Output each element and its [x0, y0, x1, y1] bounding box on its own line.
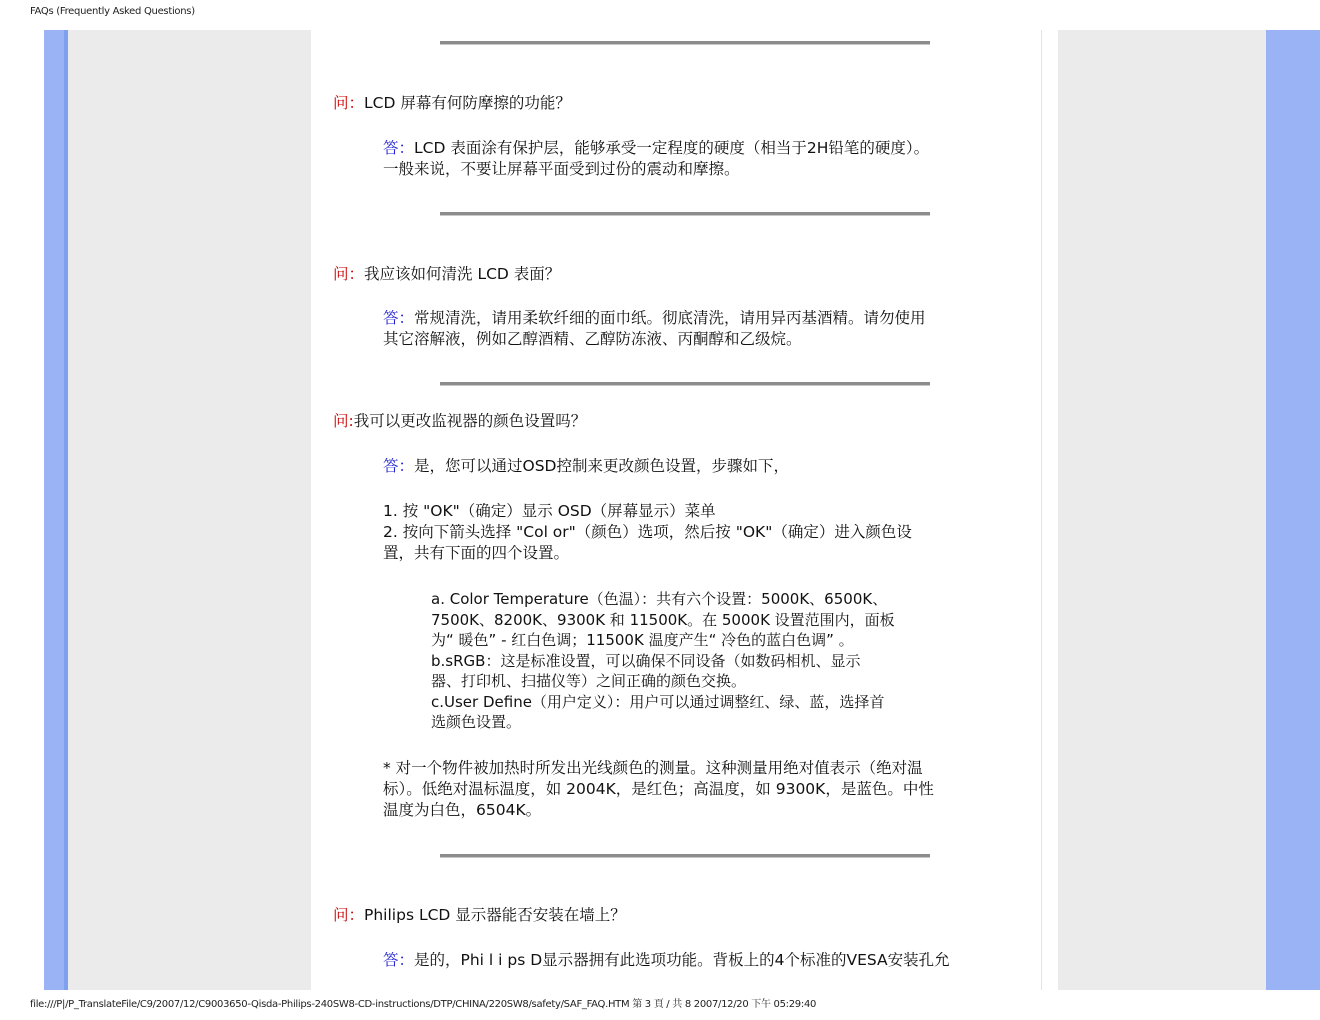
- option-line: b.sRGB：这是标准设置，可以确保不同设备（如数码相机、显示: [431, 651, 861, 670]
- answer-label: 答：: [383, 309, 415, 327]
- answer: [383, 950, 950, 971]
- page-footer-path: file:///P|/P_TranslateFile/C9/2007/12/C9003650-Qisda-Philips-240SW8-CD-instructions/DTP/CHINA/220SW8/safety/SAF_FAQ.HTM 第 3 頁 / 共 8 2007/12/20 下午 05:29:40: [30, 999, 817, 1010]
- left-blue-bar: [44, 30, 64, 990]
- right-separator: [1041, 30, 1042, 990]
- question-text: 我可以更改监视器的颜色设置吗？: [353, 412, 587, 430]
- question-label: 问：: [333, 906, 365, 924]
- answer-label: 答：: [383, 457, 415, 475]
- option-line: 7500K、8200K、9300K 和 11500K。在 5000K 设置范围内，面板: [431, 610, 895, 629]
- question-label: 问：: [333, 265, 365, 283]
- question-label: 问:: [333, 412, 354, 430]
- question: [333, 93, 571, 114]
- left-gray-panel: [68, 30, 311, 990]
- question-text: LCD 屏幕有何防摩擦的功能？: [364, 94, 571, 112]
- answer: [383, 456, 789, 477]
- question-text: Philips LCD 显示器能否安装在墙上？: [364, 906, 626, 924]
- footnote-line: 标）。低绝对温标温度，如 2004K，是红色；高温度，如 9300K，是蓝色。中性: [383, 780, 934, 798]
- answer-line: 其它溶解液，例如乙醇酒精、乙醇防冻液、丙酮醇和乙级烷。: [383, 330, 802, 348]
- question-text: 我应该如何清洗 LCD 表面？: [364, 265, 561, 283]
- footnote: [383, 758, 934, 821]
- footnote-line: * 对一个物件被加热时所发出光线颜色的测量。这种测量用绝对值表示（绝对温: [383, 759, 923, 777]
- divider: [440, 382, 930, 386]
- option-line: 选颜色设置。: [431, 713, 522, 731]
- question: [333, 264, 560, 285]
- divider: [440, 854, 930, 858]
- question: [333, 905, 626, 926]
- right-gray-panel: [1058, 30, 1266, 990]
- answer-label: 答：: [383, 951, 415, 969]
- option-line: 器、打印机、扫描仪等）之间正确的颜色交换。: [431, 672, 747, 690]
- answer-line: 常规清洗，请用柔软纤细的面巾纸。彻底清洗，请用异丙基酒精。请勿使用: [414, 309, 926, 327]
- divider: [440, 41, 930, 45]
- answer-intro: 是，您可以通过OSD控制来更改颜色设置，步骤如下，: [414, 457, 789, 475]
- option-line: a. Color Temperature（色温）：共有六个设置：5000K、6500K、: [431, 590, 888, 608]
- answer-line: 一般来说，不要让屏幕平面受到过份的震动和摩擦。: [383, 160, 740, 178]
- step-item: 1. 按 "OK"（确定）显示 OSD（屏幕显示）菜单: [383, 502, 716, 520]
- right-blue-bar: [1266, 30, 1320, 990]
- divider: [440, 212, 930, 216]
- option-line: c.User Define（用户定义）：用户可以通过调整红、绿、蓝，选择首: [431, 692, 885, 711]
- color-options: [431, 589, 895, 733]
- page-header-title: FAQs (Frequently Asked Questions): [30, 6, 195, 17]
- step-item: 置，共有下面的四个设置。: [383, 544, 570, 562]
- footnote-line: 温度为白色，6504K。: [383, 801, 542, 819]
- option-line: 为“ 暖色” - 红白色调；11500K 温度产生“ 冷色的蓝白色调” 。: [431, 631, 854, 649]
- answer-line: 是的，Phi l i ps D显示器拥有此选项功能。背板上的4个标准的VESA安装孔允: [414, 951, 950, 969]
- answer: [383, 308, 926, 350]
- question-label: 问：: [333, 94, 365, 112]
- question: [333, 411, 586, 432]
- answer-label: 答：: [383, 139, 415, 157]
- steps-list: [383, 501, 912, 564]
- step-item: 2. 按向下箭头选择 "Col or"（颜色）选项，然后按 "OK"（确定）进入颜色设: [383, 523, 912, 541]
- answer: [383, 138, 929, 180]
- answer-line: LCD 表面涂有保护层，能够承受一定程度的硬度（相当于2H铅笔的硬度）。: [414, 139, 930, 157]
